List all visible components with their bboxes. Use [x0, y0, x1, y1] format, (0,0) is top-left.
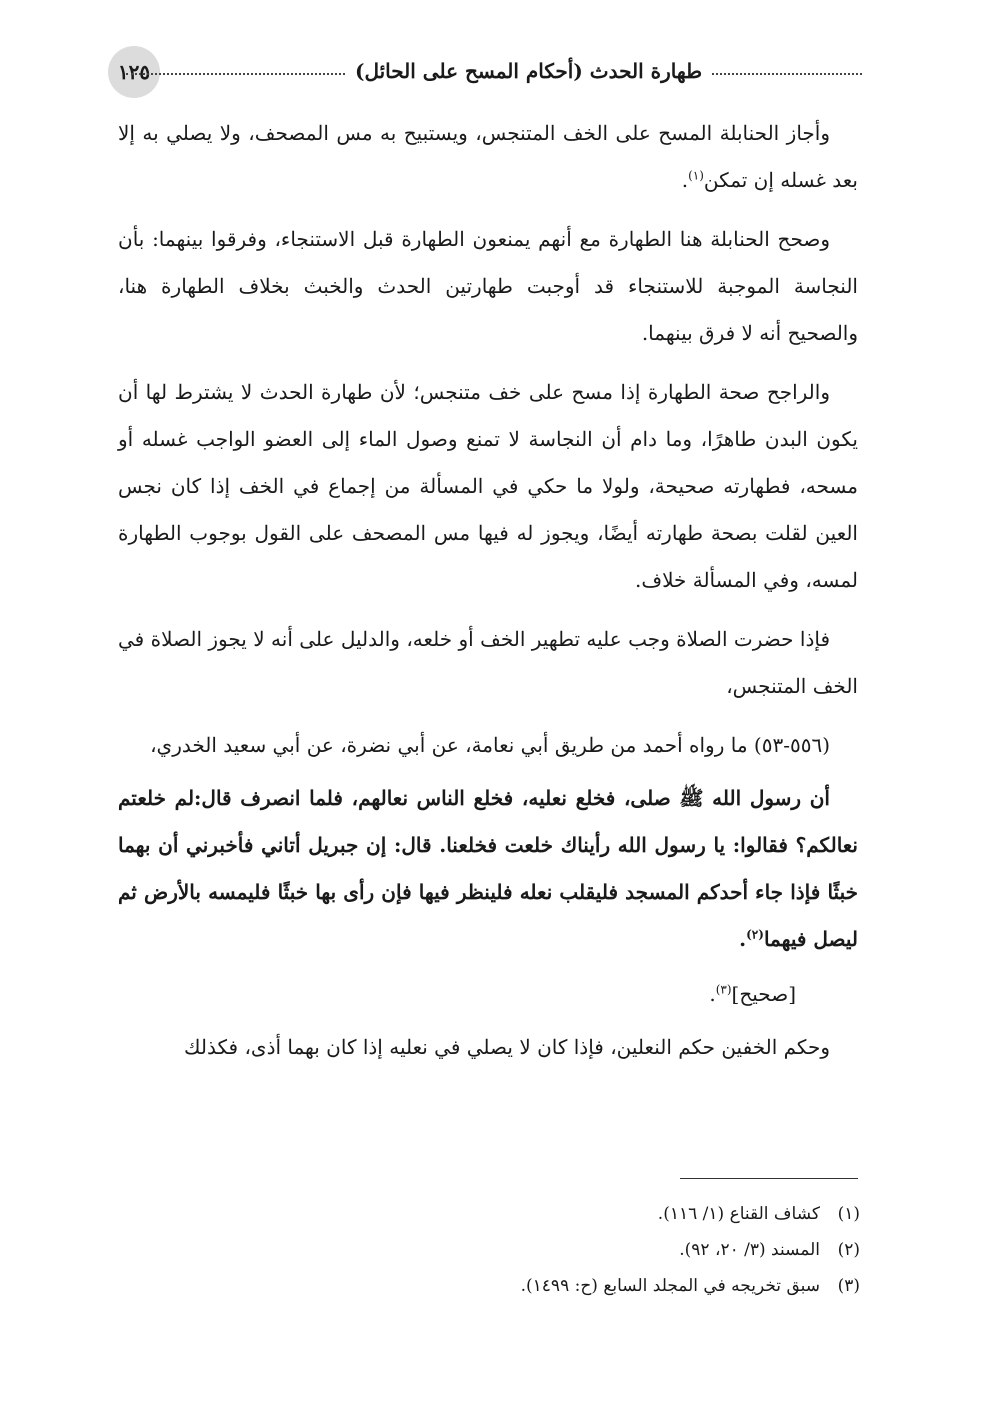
paragraph: وحكم الخفين حكم النعلين، فإذا كان لا يصلي في نعليه إذا كان بهما أذى، فكذلك — [184, 1035, 830, 1059]
footnote-number: (٢) — [837, 1240, 860, 1260]
hadith-text: أن رسول الله ﷺ صلى، فخلع نعليه، فخلع الناس نعالهم، فلما انصرف قال:لم خلعتم نعالكم؟ فقالوا: يا رسول الله رأيناك خلعت فخلعنا. قال: إن جبريل أتاني فأخبرني أن بهما خبثًا فإذا جاء أحدكم المسجد فليقلب نعله فلينظر فيها فإن رأى بها خبثًا فليمسه بالأرض ثم ليصل فيهما$^{(٢)}$. — [118, 786, 858, 951]
header-leader-dots-right — [712, 73, 862, 75]
footnote-ref: (٣) — [715, 982, 732, 997]
footnotes — [300, 1196, 860, 1304]
footnote — [300, 1232, 860, 1268]
footnote-text: سبق تخريجه في المجلد السابع (ح: ١٤٩٩). — [520, 1276, 820, 1296]
body-text — [118, 110, 858, 1083]
footnote-ref: (٢) — [746, 927, 764, 942]
footnote-text: المسند (٣/ ٢٠، ٩٢). — [679, 1240, 820, 1260]
paragraph: والراجح صحة الطهارة إذا مسح على خف متنجس؛ لأن طهارة الحدث لا يشترط لها أن يكون البدن طاهرًا، وما دام أن النجاسة لا تمنع وصول الماء إلى العضو الواجب غسله أو مسحه، فطهارته صحيحة، ولولا ما حكي في المسألة من إجماع في الخف إذا كان نجس العين لقلت بصحة طهارته أيضًا، ويجوز له فيها مس المصحف على القول بوجوب الطهارة لمسه، وفي المسألة خلاف. — [118, 380, 858, 592]
footnote — [300, 1196, 860, 1232]
paragraph: فإذا حضرت الصلاة وجب عليه تطهير الخف أو خلعه، والدليل على أنه لا يجوز الصلاة في الخف المتنجس، — [118, 627, 858, 698]
footnote-text: كشاف القناع (١/ ١١٦). — [657, 1204, 820, 1224]
footnote-number: (١) — [837, 1204, 860, 1224]
footnote-ref: (١) — [688, 168, 704, 183]
paragraph: وصحح الحنابلة هنا الطهارة مع أنهم يمنعون الطهارة قبل الاستنجاء، وفرقوا بينهما: بأن النجاسة الموجبة للاستنجاء قد أوجبت طهارتين الحدث والخبث بخلاف الطهارة هنا، والصحيح أنه لا فرق بينهما. — [118, 227, 858, 345]
footnote-number: (٣) — [837, 1276, 860, 1296]
header-leader-dots-left — [126, 73, 345, 75]
paragraph: وأجاز الحنابلة المسح على الخف المتنجس، ويستبيح به مس المصحف، ولا يصلي به إلا بعد غسله إن تمكن$^{(١)}$. — [118, 121, 858, 192]
footnote-separator — [680, 1178, 858, 1179]
hadith-grade: [صحيح]$^{(٣)}$. — [709, 982, 796, 1006]
footnote — [300, 1268, 860, 1304]
hadith-isnad: (٥٥٦-٥٣) ما رواه أحمد من طريق أبي نعامة، عن أبي نضرة، عن أبي سعيد الخدري، — [150, 733, 830, 757]
page-number: ١٢٥ — [108, 46, 160, 98]
running-title: طهارة الحدث (أحكام المسح على الحائل) — [355, 59, 702, 83]
running-header — [108, 46, 862, 96]
